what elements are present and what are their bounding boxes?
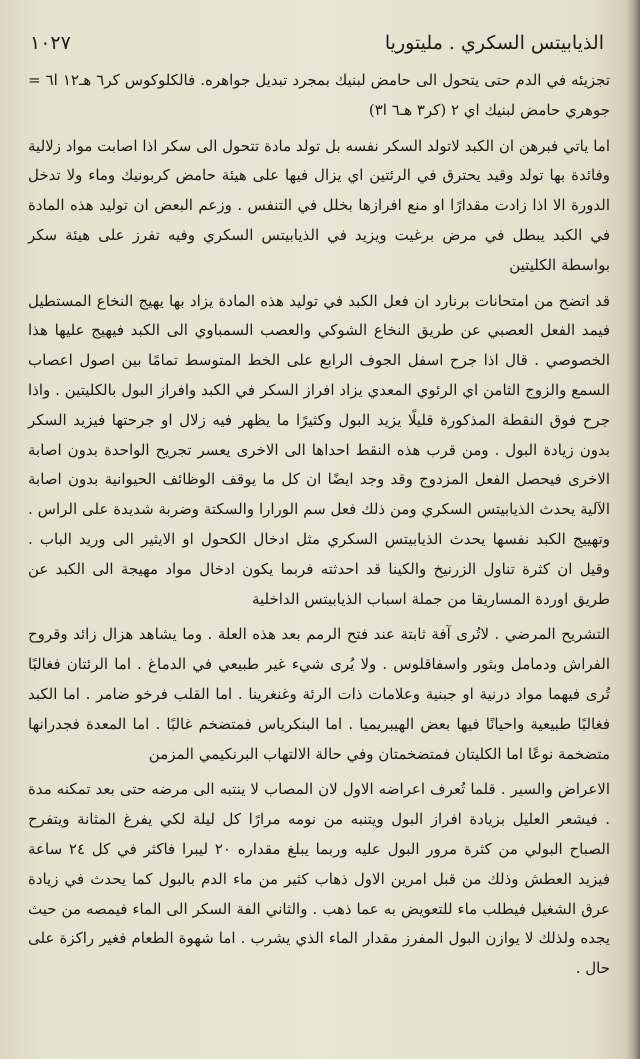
- page-number: ١٠٢٧: [30, 32, 71, 54]
- running-title: الذيابيتس السكري . مليتوريا: [384, 32, 604, 54]
- paragraph-pathology: التشريح المرضي . لاتُرى آفة ثابتة عند فتح الرمم بعد هذه العلة . وما يشاهد هزال زائد وقروح الفراش ودمامل وبثور واسفاقلوس . ولا يُرى شيء غير طبيعي في الدماغ . اما الرئتان فغالبًا تُرى فيهما مواد درنية او جبنية وعلامات ذات الرئة وغنغرينا . اما القلب فرخو ضامر . اما الكبد فغالبًا طبيعية واحيانًا فيها بعض الهيبريميا . اما البنكرياس فمتضخم غالبًا . اما المعدة فجدرانها متضخمة نوعًا اما الكليتان فمتضخمتان وفي حالة الالتهاب البرنكيمي المزمن: [28, 625, 610, 763]
- paragraph-symptoms: الاعراض والسير . قلما تُعرف اعراضه الاول لان المصاب لا ينتبه الى مرضه حتى بعد تمكنه مدة . فيشعر العليل بزيادة افراز البول ويتنبه من نومه مرارًا كل ليلة لكي يفرغ المثانة ويتفرح الصباح البولي من كثرة مرور البول عليه وربما يبلغ مقداره ٢٠ ليبرا فاكثر في كل ٢٤ ساعة فيزيد العطش وذلك من قبل امرين الاول ذهاب كثير من ماء الدم بالبول كما يحدث في زيادة عرق الشغيل فيطلب ماء للتعويض به عما ذهب . والثاني الفة السكر الى الماء فيمصه من حيث يجده ولذلك لا يوازن البول المفرز مقدار الماء الذي يشرب . اما شهوة الطعام فغير راكزة على حال .: [28, 780, 611, 978]
- body-text: [28, 66, 610, 984]
- page-header: [26, 28, 614, 58]
- paragraph-bernard-experiments: قد اتضح من امتحانات برنارد ان فعل الكبد في توليد هذه المادة يزاد بها يهيج النخاع المستطيل فيمد الفعل العصبي عن طريق النخاع الشوكي والعصب السمباوي الى الكبد فيهيج عليها هذا الخصوصي . قال اذا جرح اسفل الجوف الرابع على الخط المتوسط تمامًا بين اصول اعصاب السمع والزوج الثامن اي الرئوي المعدي يزاد افراز السكر في الكبد وافراز البول بالكليتين . واذا جرح فوق النقطة المذكورة قليلًا يزيد البول وكثيرًا ما يظهر فيه زلال او جرحتها فيزيد السكر بدون زيادة البول . ومن قرب هذه النقط احداها الى الاخرى يعسر تجريح الواحدة بدون اصابة الاخرى فيحصل الفعل المزدوج وقد وجد ايضًا ان كل ما يوقف الوظائف الحيوانية بدون اصابة الآلية يحدث الذيابيتس السكري ومن ذلك فعل سم الورارا والسكتة وضربة شديدة على الراس . وتهييج الكبد نفسها يحدث الذيابيتس السكري مثل ادخال الكحول او الايثير الى وريد الباب . وقيل ان كثرة تناول الزرنيخ والكينا قد احدثته فربما يكون ادخال مواد مهيجة الى الكبد عن طريق اوردة المساريقا من جملة اسباب الذيابيتس الداخلية: [28, 291, 610, 608]
- paragraph-liver-sugar: اما ياتي فبرهن ان الكبد لاتولد السكر نفسه بل تولد مادة تتحول الى سكر اذا اصابت مواد زلالية وفائدة بها تولد وقيد يحترق في الرئتين اي يزال فيها على هيئة حامض كربونيك وماء ولا تدخل الدورة الا اذا زادت مقدارًا او منع افرازها بخلل في التنفس . وزعم البعض ان توليد هذه المادة في الكبد يبطل في مرض برغيت ويزيد في الذيابيتس السكري وفيه تفرز على هيئة سكر بواسطة الكليتين: [28, 136, 610, 274]
- paragraph-formula: تجزيئه في الدم حتى يتحول الى حامض لبنيك بمجرد تبديل جواهره. فالكلوكوس كر٦ هـ١٢ ا٦ = جوهري حامض لبنيك اي ٢ (كر٣ هـ٦ ا٣): [28, 71, 610, 119]
